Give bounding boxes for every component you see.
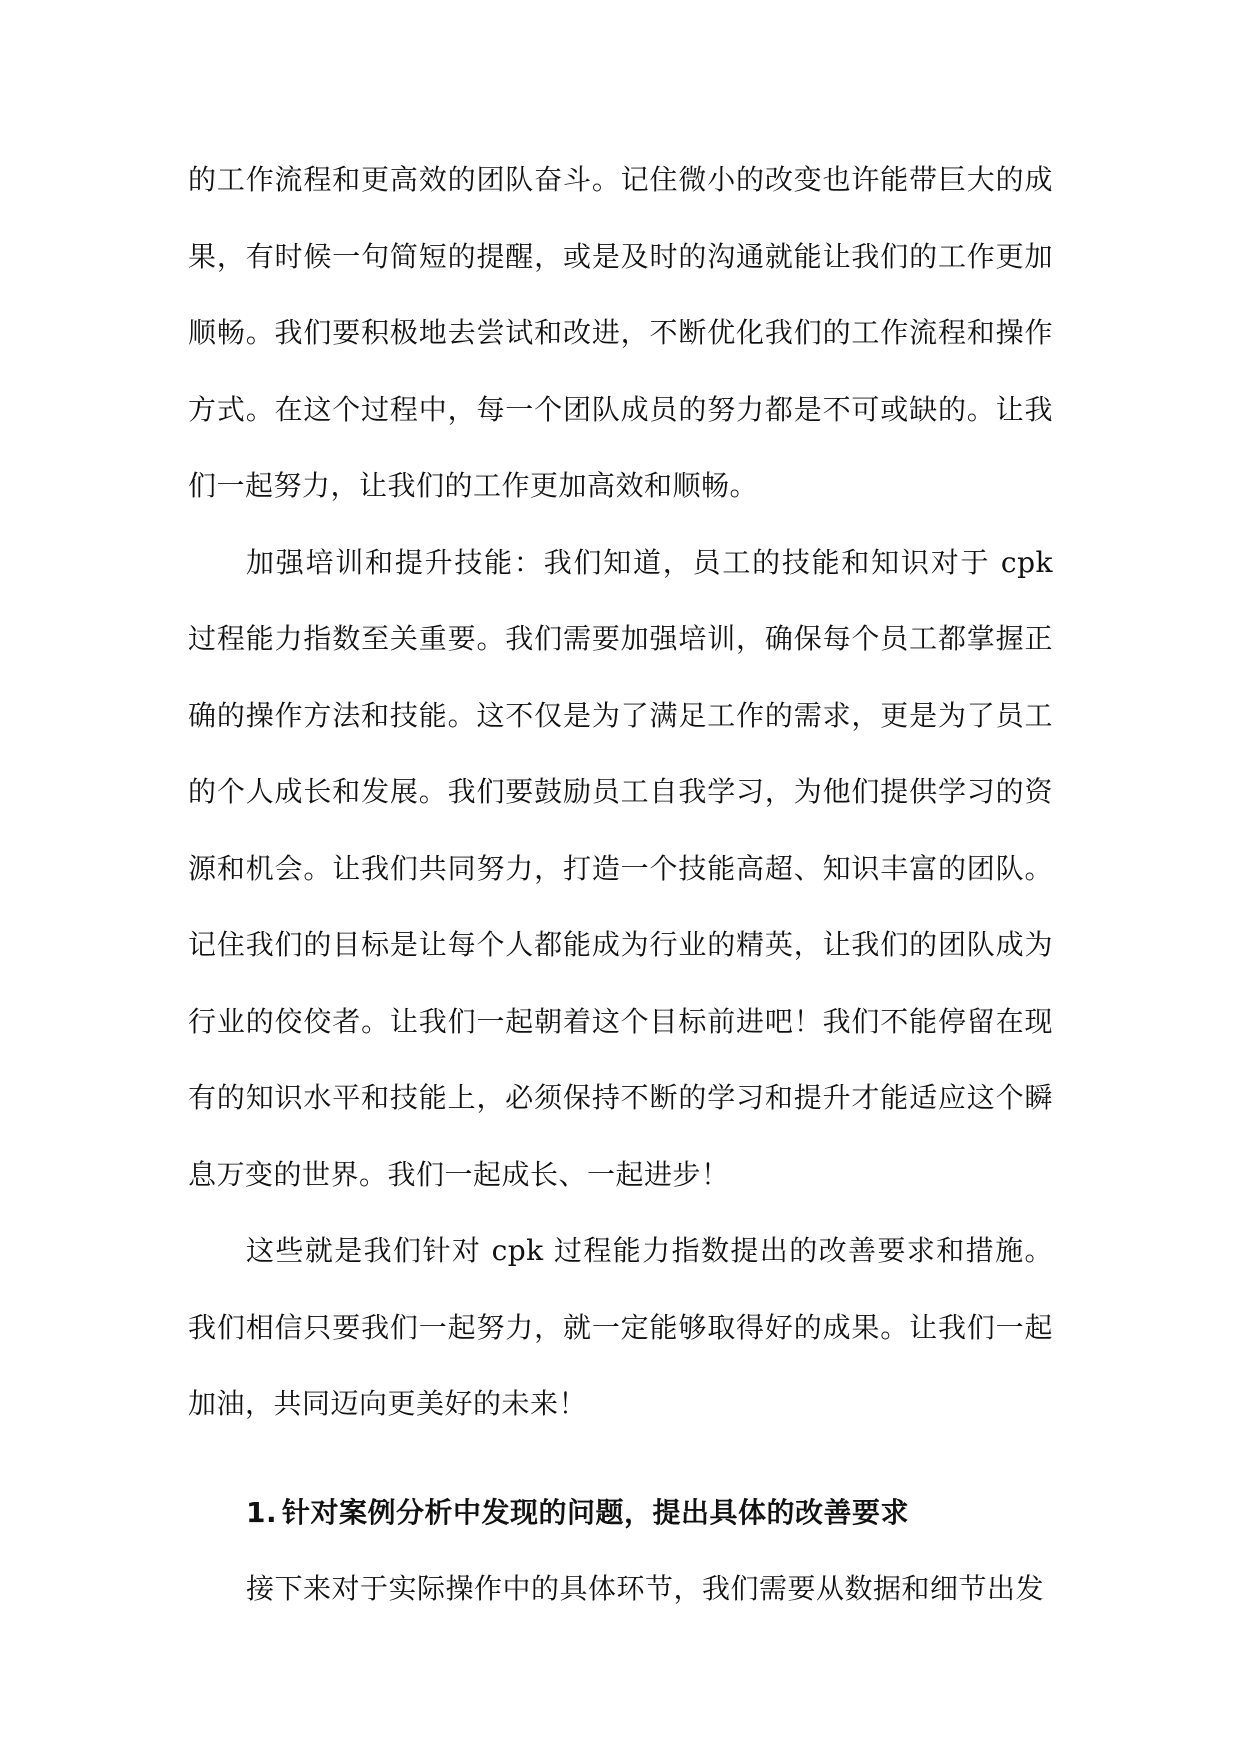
section-heading-number: 1. bbox=[246, 1495, 278, 1529]
section-heading bbox=[188, 1475, 1053, 1552]
paragraph-training: 加强培训和提升技能：我们知道，员工的技能和知识对于 cpk 过程能力指数至关重要。我们需要加强培训，确保每个员工都掌握正确的操作方法和技能。这不仅是为了满足工作的需求，更是为了员工的个人成长和发展。我们要鼓励员工自我学习，为他们提供学习的资源和机会。让我们共同努力，打造一个技能高超、知识丰富的团队。记住我们的目标是让每个人都能成为行业的精英，让我们的团队成为行业的佼佼者。让我们一起朝着这个目标前进吧！我们不能停留在现有的知识水平和技能上，必须保持不断的学习和提升才能适应这个瞬息万变的世界。我们一起成长、一起进步！ bbox=[188, 545, 1053, 1191]
paragraph-continued: 的工作流程和更高效的团队奋斗。记住微小的改变也许能带巨大的成果，有时候一句简短的提醒，或是及时的沟通就能让我们的工作更加顺畅。我们要积极地去尝试和改进，不断优化我们的工作流程和操作方式。在这个过程中，每一个团队成员的努力都是不可或缺的。让我们一起努力，让我们的工作更加高效和顺畅。 bbox=[188, 163, 1053, 502]
paragraph-summary: 这些就是我们针对 cpk 过程能力指数提出的改善要求和措施。我们相信只要我们一起努力，就一定能够取得好的成果。让我们一起加油，共同迈向更美好的未来！ bbox=[188, 1234, 1053, 1420]
paragraph-next-steps: 接下来对于实际操作中的具体环节，我们需要从数据和细节出发 bbox=[246, 1572, 1045, 1605]
section-heading-text: 针对案例分析中发现的问题，提出具体的改善要求 bbox=[282, 1495, 910, 1529]
document-body bbox=[188, 142, 1053, 1628]
